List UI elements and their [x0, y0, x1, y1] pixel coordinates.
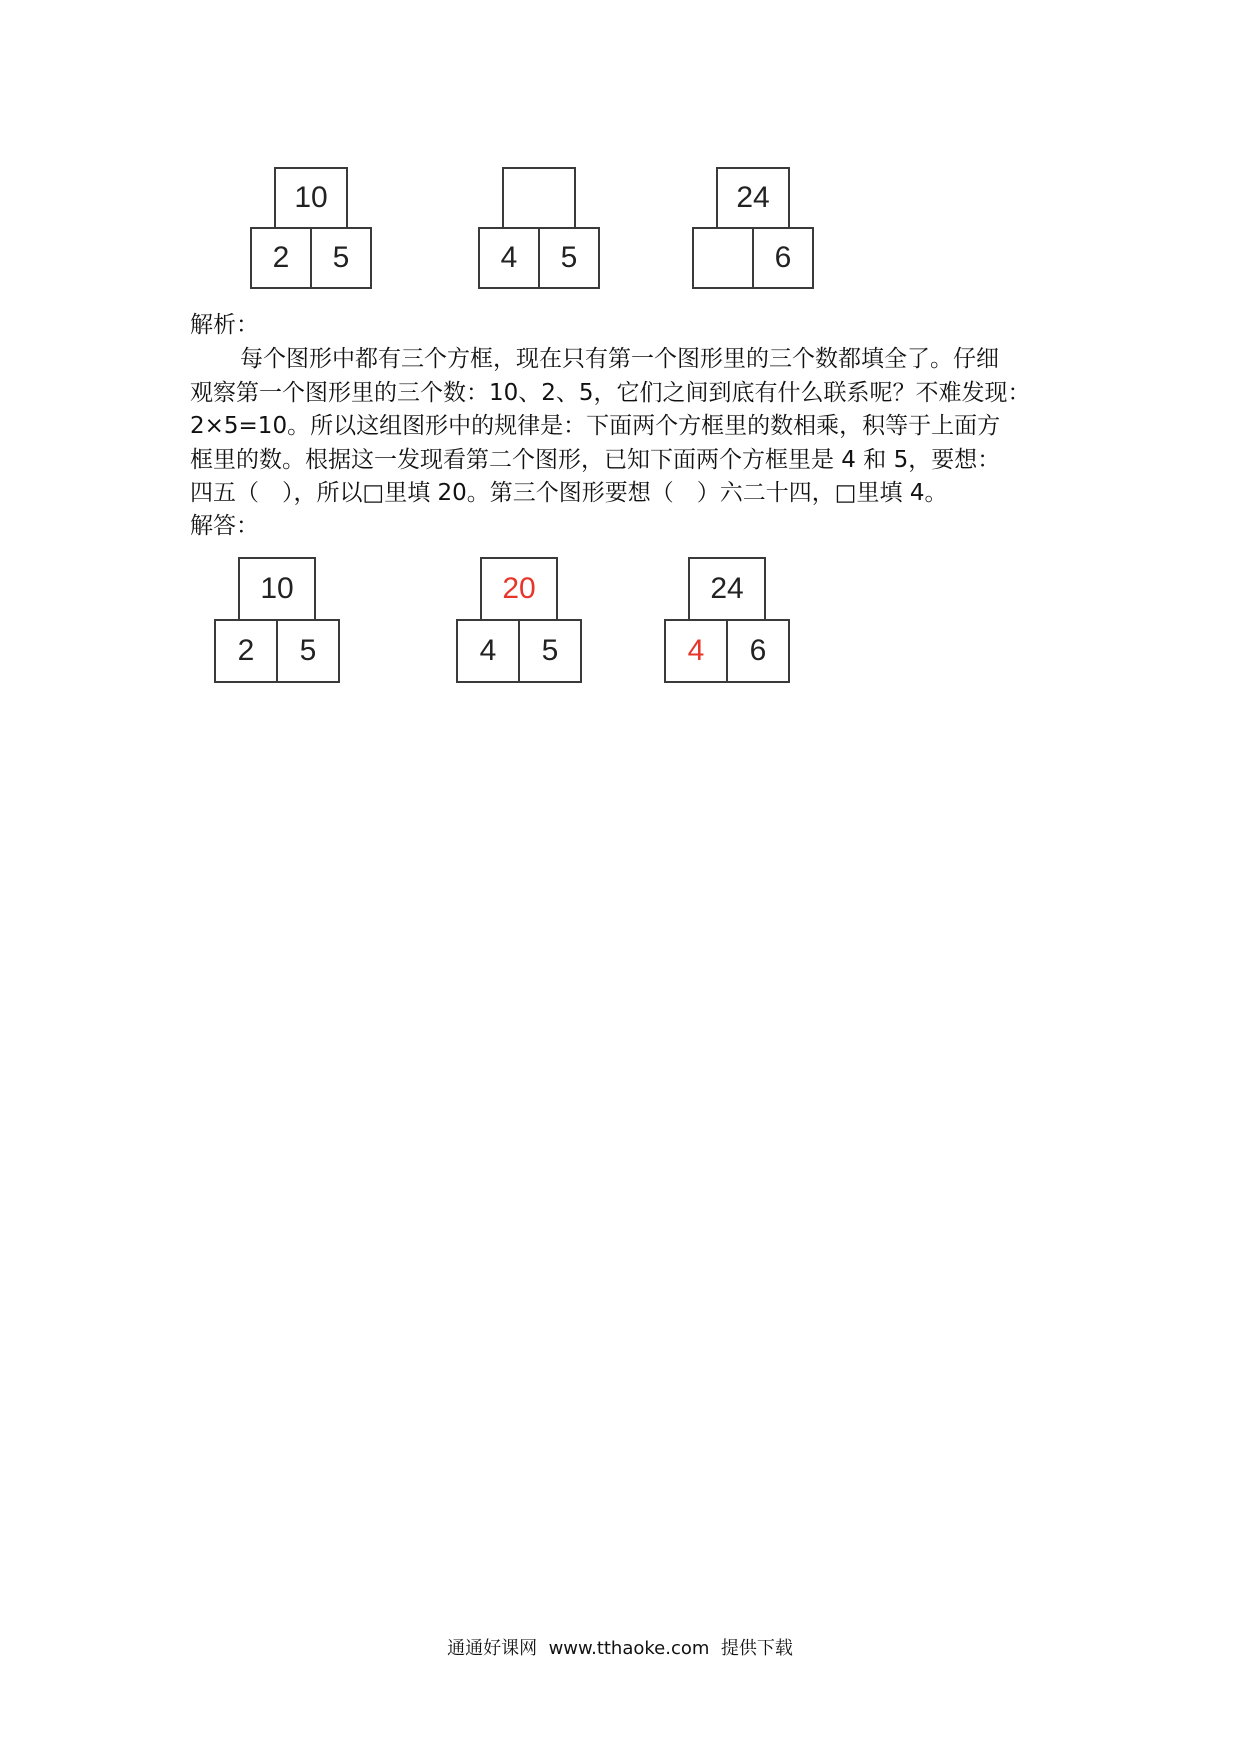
bottom-right-box: 5 — [276, 619, 340, 683]
answer-figure-3 — [664, 557, 790, 685]
bottom-left-box — [692, 227, 754, 289]
bottom-right-box: 6 — [726, 619, 790, 683]
bottom-right-box: 5 — [538, 227, 600, 289]
question-figure-1 — [250, 167, 370, 291]
bottom-left-box: 2 — [214, 619, 278, 683]
top-box: 24 — [688, 557, 766, 621]
analysis-line: 四五（ ），所以□里填 20。第三个图形要想（ ）六二十四，□里填 4。 — [190, 480, 948, 506]
answer-figure-2 — [456, 557, 582, 685]
bottom-left-box: 4 — [456, 619, 520, 683]
analysis-line: 2×5=10。所以这组图形中的规律是：下面两个方框里的数相乘，积等于上面方 — [190, 413, 1001, 439]
bottom-left-box: 4 — [478, 227, 540, 289]
bottom-right-box: 5 — [310, 227, 372, 289]
top-box: 10 — [274, 167, 348, 229]
question-figure-3 — [692, 167, 814, 291]
top-box: 10 — [238, 557, 316, 621]
bottom-right-box: 5 — [518, 619, 582, 683]
analysis-line: 每个图形中都有三个方框，现在只有第一个图形里的三个数都填全了。仔细 — [240, 346, 999, 372]
question-figure-2 — [478, 167, 600, 291]
analysis-line: 框里的数。根据这一发现看第二个图形，已知下面两个方框里是 4 和 5，要想： — [190, 446, 1001, 473]
bottom-right-box: 6 — [752, 227, 814, 289]
top-box-answer: 20 — [480, 557, 558, 621]
footer-credit: 通通好课网 www.tthaoke.com 提供下载 — [447, 1638, 793, 1659]
top-box — [502, 167, 576, 229]
answer-figure-1 — [214, 557, 340, 685]
bottom-left-box: 2 — [250, 227, 312, 289]
top-box: 24 — [716, 167, 790, 229]
analysis-line: 观察第一个图形里的三个数：10、2、5，它们之间到底有什么联系呢？不难发现： — [190, 379, 1031, 406]
bottom-left-box-answer: 4 — [664, 619, 728, 683]
analysis-paragraph — [190, 343, 1070, 511]
analysis-heading: 解析： — [190, 312, 259, 338]
answer-heading: 解答： — [190, 513, 259, 539]
